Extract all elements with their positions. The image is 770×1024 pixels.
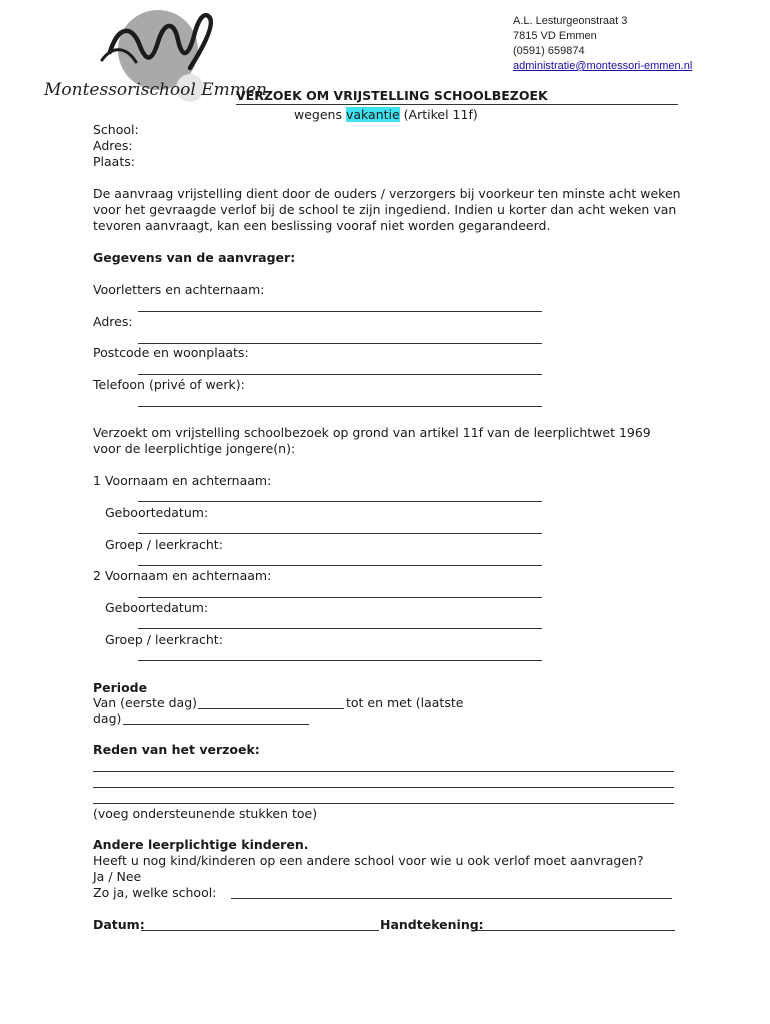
intro-text: voor het gevraagde verlof bij de school te zijn ingediend. Indien u korter dan acht weken van (93, 202, 677, 217)
period-to-label: tot en met (laatste (346, 695, 464, 710)
which-school-field[interactable] (231, 898, 672, 899)
child2-group-label: Groep / leerkracht: (105, 632, 223, 647)
date-label: Datum: (93, 917, 145, 932)
title-underline (236, 104, 678, 105)
school-address (513, 14, 692, 74)
child1-dob-field[interactable] (138, 533, 542, 534)
child1-name-field[interactable] (138, 501, 542, 502)
request-text: Verzoekt om vrijstelling schoolbezoek op grond van artikel 11f van de leerplichtwet 1969 (93, 425, 651, 440)
email-link[interactable]: administratie@montessori-emmen.nl (513, 60, 693, 72)
school-field-label: School: (93, 122, 139, 137)
address-field-label: Adres: (93, 138, 133, 153)
applicant-name-field[interactable] (138, 311, 542, 312)
date-field[interactable] (141, 930, 379, 931)
address-line: A.L. Lesturgeonstraat 3 (513, 15, 628, 27)
applicant-postcode-label: Postcode en woonplaats: (93, 345, 249, 360)
signature-label: Handtekening: (380, 917, 484, 932)
applicant-address-label: Adres: (93, 314, 133, 329)
request-text: voor de leerplichtige jongere(n): (93, 441, 296, 456)
applicant-phone-field[interactable] (138, 406, 542, 407)
which-school-label: Zo ja, welke school: (93, 885, 217, 900)
reason-heading: Reden van het verzoek: (93, 742, 260, 757)
period-from-label: Van (eerste dag) (93, 695, 198, 710)
period-heading: Periode (93, 680, 148, 695)
applicant-postcode-field[interactable] (138, 374, 542, 375)
intro-text: tevoren aanvraagt, kan een beslissing vooraf niet worden gegarandeerd. (93, 218, 551, 233)
signature-field[interactable] (475, 930, 675, 931)
reason-note: (voeg ondersteunende stukken toe) (93, 806, 318, 821)
school-logo-text: Montessorischool Emmen (44, 80, 267, 100)
child2-name-label: 2 Voornaam en achternaam: (93, 568, 272, 583)
reason-field-line[interactable] (93, 771, 674, 772)
child1-dob-label: Geboortedatum: (105, 505, 209, 520)
child1-group-field[interactable] (138, 565, 542, 566)
highlighted-word: vakantie (345, 107, 400, 122)
other-children-question: Heeft u nog kind/kinderen op een andere school voor wie u ook verlof moet aanvragen? (93, 853, 644, 868)
other-children-heading: Andere leerplichtige kinderen. (93, 837, 309, 852)
intro-text: De aanvraag vrijstelling dient door de ouders / verzorgers bij voorkeur ten minste acht weken (93, 186, 681, 201)
child1-group-label: Groep / leerkracht: (105, 537, 223, 552)
applicant-phone-label: Telefoon (privé of werk): (93, 377, 245, 392)
reason-field-line[interactable] (93, 787, 674, 788)
applicant-heading: Gegevens van de aanvrager: (93, 250, 296, 265)
place-field-label: Plaats: (93, 154, 135, 169)
child2-dob-label: Geboortedatum: (105, 600, 209, 615)
yes-no-options[interactable]: Ja / Nee (93, 869, 142, 884)
period-from-field[interactable] (198, 708, 344, 709)
child2-dob-field[interactable] (138, 628, 542, 629)
page-title: VERZOEK OM VRIJSTELLING SCHOOLBEZOEK (236, 88, 548, 103)
applicant-address-field[interactable] (138, 343, 542, 344)
child2-group-field[interactable] (138, 660, 542, 661)
period-to-field[interactable] (123, 724, 309, 725)
address-line: (0591) 659874 (513, 45, 585, 57)
period-to-label-cont: dag) (93, 711, 122, 726)
address-line: 7815 VD Emmen (513, 30, 597, 42)
child1-name-label: 1 Voornaam en achternaam: (93, 473, 272, 488)
page-subtitle: wegens vakantie (Artikel 11f) (294, 107, 478, 122)
child2-name-field[interactable] (138, 597, 542, 598)
applicant-name-label: Voorletters en achternaam: (93, 282, 265, 297)
reason-field-line[interactable] (93, 803, 674, 804)
